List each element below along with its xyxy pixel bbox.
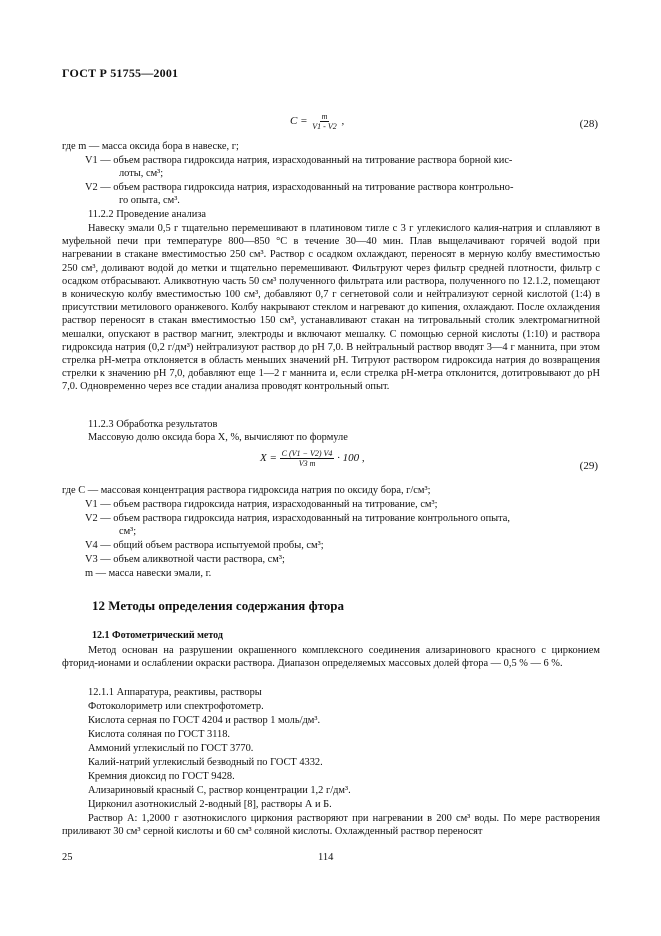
- list-item: Кремния диоксид по ГОСТ 9428.: [88, 771, 235, 782]
- formula-28-fraction: [310, 112, 338, 131]
- def-v2-29-line1: V2 — объем раствора гидроксида натрия, израсходованный на титрование контрольного опыта,: [85, 513, 511, 524]
- def-c: где C — массовая концентрация раствора гидроксида натрия по оксиду бора, г/см³;: [62, 485, 431, 496]
- footer-center-page-number: 114: [318, 852, 334, 863]
- list-item: Цирконил азотнокислый 2-водный [8], растворы А и Б.: [88, 799, 332, 810]
- def-v2-line2: го опыта, см³.: [119, 195, 180, 206]
- def-v1-line1: V1 — объем раствора гидроксида натрия, израсходованный на титрование раствора борной кис-: [85, 155, 513, 166]
- paragraph-solution-a-text: Раствор А: 1,2000 г азотнокислого циркония растворяют при нагревании в 200 см³ воды. По мере растворения приливают 30 см³ серной кислоты и 60 см³ соляной кислоты. Охлажденный раствор переносят: [62, 813, 600, 838]
- formula-29: [260, 449, 365, 468]
- subsection-11-2-2: 11.2.2 Проведение анализа: [88, 209, 206, 220]
- list-item: Ализариновый красный С, раствор концентрации 1,2 г/дм³.: [88, 785, 351, 796]
- formula-29-lhs: X =: [260, 452, 277, 465]
- formula-28-denominator: V1 - V2: [312, 122, 337, 131]
- list-item: 12.1.1 Аппаратура, реактивы, растворы: [88, 687, 262, 698]
- paragraph-solution-a: [62, 812, 600, 838]
- formula-29-tail: · 100 ,: [337, 452, 365, 465]
- def-m: где m — масса оксида бора в навеске, г;: [62, 141, 239, 152]
- formula-28-lhs: C =: [290, 115, 308, 128]
- paragraph-12-1: [62, 644, 600, 670]
- footer-left-page-number: 25: [62, 852, 73, 863]
- subsection-11-2-3-text: Массовую долю оксида бора X, %, вычисляют по формуле: [88, 432, 348, 443]
- def-v4: V4 — общий объем раствора испытуемой пробы, см³;: [85, 540, 324, 551]
- equation-number-29: (29): [579, 460, 598, 472]
- list-item: Фотоколориметр или спектрофотометр.: [88, 701, 264, 712]
- def-v1-line2: лоты, см³;: [119, 168, 164, 179]
- list-item: Кислота серная по ГОСТ 4204 и раствор 1 моль/дм³.: [88, 715, 321, 726]
- def-v2-29-line2: см³;: [119, 526, 137, 537]
- section-12-1-heading: 12.1 Фотометрический метод: [92, 630, 223, 641]
- list-item: Кислота соляная по ГОСТ 3118.: [88, 729, 231, 740]
- paragraph-11-2-2-text: Навеску эмали 0,5 г тщательно перемешивают в платиновом тигле с 3 г углекислого калия-натрия и сплавляют в муфельной печи при температуре 800—850 °С в течение 30—40 мин. Плав выщелачивают горячей водой при нагревании в стакане вместимостью 250 см³. Раствор с осадком охлаждают, переносят в мерную колбу вместимостью 250 см³, доливают водой до метки и тщательно перемешивают. Фильтруют через фильтр средней плотности, фильтр с осадком отбрасывают. Аликвотную часть 50 см³ полученного фильтрата или раствора, полученного по 12.1.2, помещают в коническую колбу вместимостью 100 см³, добавляют 0,7 г сегнетовой соли и нейтрализуют серной кислотой (1:4) в присутствии метилового оранжевого. Колбу накрывают стеклом и нагревают до кипения, охлаждают. После охлаждения раствор переносят в стакан вместимостью 150 см³, устанавливают стакан на титровальный столик электромагнитной мешалки, опускают в раствор магнит, электроды и включают мешалку. С помощью серной кислоты (1:10) и раствора гидроксида натрия (0,2 г/дм³) нейтрализуют раствор до рН 7,0. В нейтральный раствор вводят 3—4 г маннита, при этом стрелка рН-метра отклоняется в область меньших значений рН. Титруют раствором гидроксида натрия до возвращения стрелки к значению рН 7,0, добавляют еще 1—2 г маннита и, если стрелка рН-метра отклонится, дотитровывают до рН 7,0. Одновременно через все стадии анализа проводят контрольный опыт.: [62, 223, 600, 393]
- list-item: Аммоний углекислый по ГОСТ 3770.: [88, 743, 254, 754]
- paragraph-12-1-text: Метод основан на разрушении окрашенного комплексного соединения ализаринового красного с цирконием фторид-ионами и ослаблении окраски раствора. Диапазон определяемых массовых долей фтора — 0,5 % — 6 %.: [62, 645, 600, 670]
- paragraph-11-2-2: [62, 222, 600, 394]
- formula-29-numerator: C (V1 − V2) V4: [281, 449, 333, 458]
- formula-28-numerator: m: [321, 112, 328, 121]
- subsection-11-2-3: 11.2.3 Обработка результатов: [88, 419, 218, 430]
- def-v3: V3 — объем аликвотной части раствора, см³;: [85, 554, 285, 565]
- document-header: ГОСТ Р 51755—2001: [62, 66, 179, 80]
- formula-28: [290, 112, 344, 131]
- def-m-29: m — масса навески эмали, г.: [85, 568, 212, 579]
- formula-29-denominator: V3 m: [298, 459, 316, 468]
- list-item: Калий-натрий углекислый безводный по ГОСТ 4332.: [88, 757, 323, 768]
- formula-28-tail: ,: [341, 115, 345, 128]
- def-v2-line1: V2 — объем раствора гидроксида натрия, израсходованный на титрование раствора контрольно-: [85, 182, 514, 193]
- equation-number-28: (28): [579, 118, 598, 130]
- section-12-heading: 12 Методы определения содержания фтора: [92, 598, 345, 613]
- formula-29-fraction: [280, 449, 335, 468]
- def-v1-29: V1 — объем раствора гидроксида натрия, израсходованный на титрование, см³;: [85, 499, 438, 510]
